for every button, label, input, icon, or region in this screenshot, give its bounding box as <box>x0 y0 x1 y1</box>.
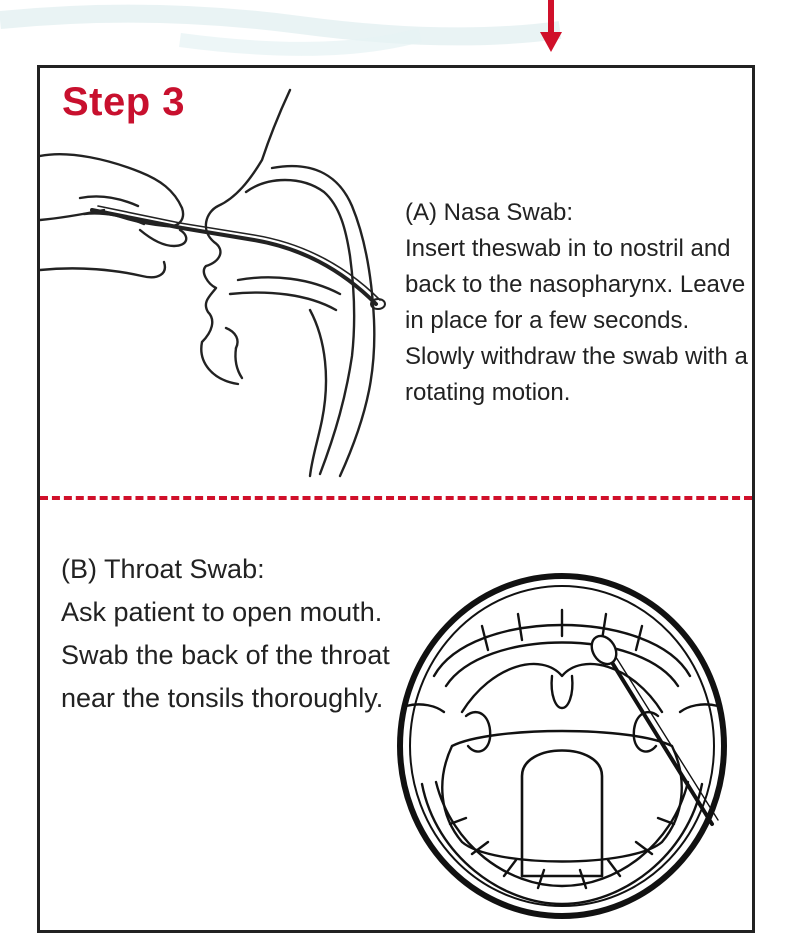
down-arrow-icon <box>538 0 564 56</box>
background-decoration <box>0 0 800 70</box>
throat-swab-illustration <box>392 556 732 928</box>
nasal-swab-illustration <box>40 80 400 480</box>
nasal-swab-body: Insert theswab in to nostril and back to the nasopharynx. Leave in place for a few seconds. Slowly withdraw the swab with a rotating motion. <box>405 235 748 406</box>
nasal-swab-instructions <box>405 195 750 411</box>
throat-swab-instructions <box>61 548 401 720</box>
throat-swab-heading: (B) Throat Swab: <box>61 554 265 584</box>
step-title: Step 3 <box>62 80 186 124</box>
section-divider <box>40 496 752 500</box>
nasal-swab-heading: (A) Nasa Swab: <box>405 199 574 226</box>
throat-swab-body: Ask patient to open mouth. Swab the back of the throat near the tonsils thoroughly. <box>61 597 390 713</box>
